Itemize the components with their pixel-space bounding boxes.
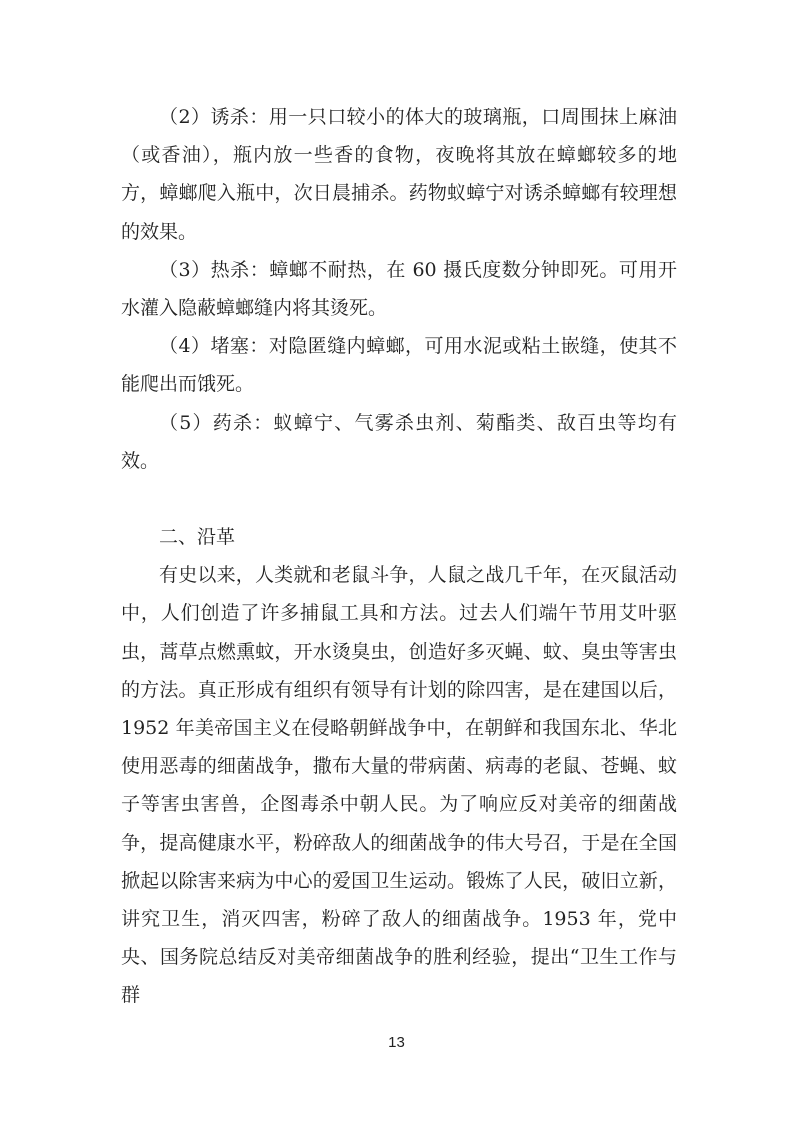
paragraph-blocking: （4）堵塞：对隐匿缝内蟑螂，可用水泥或粘土嵌缝，使其不能爬出而饿死。 xyxy=(121,335,677,396)
paragraph-lure-kill: （2）诱杀：用一只口较小的体大的玻璃瓶，口周围抹上麻油（或香油），瓶内放一些香的食物，夜晚将其放在蟑螂较多的地方，蟑螂爬入瓶中，次日晨捕杀。药物蚁蟑宁对诱杀蟑螂有较理想的效果。 xyxy=(121,106,677,243)
paragraph-history: 有史以来，人类就和老鼠斗争，人鼠之战几千年，在灭鼠活动中，人们创造了许多捕鼠工具和方法。过去人们端午节用艾叶驱虫，蒿草点燃熏蚊，开水烫臭虫，创造好多灭蝇、蚊、臭虫等害虫的方法。真正形成有组织有领导有计划的除四害，是在建国以后，1952 年美帝国主义在侵略朝鲜战争中，在朝鲜和我国东北、华北使用恶毒的细菌战争，撒布大量的带病菌、病毒的老鼠、苍蝇、蚊子等害虫害兽，企图毒杀中朝人民。为了响应反对美帝的细菌战争，提高健康水平，粉碎敌人的细菌战争的伟大号召，于是在全国掀起以除害来病为中心的爱国卫生运动。锻炼了人民，破旧立新，讲究卫生，消灭四害，粉碎了敌人的细菌战争。1953 年，党中央、国务院总结反对美帝细菌战争的胜利经验，提出“卫生工作与群 xyxy=(121,564,677,1007)
paragraph-heat-kill: （3）热杀：蟑螂不耐热，在 60 摄氏度数分钟即死。可用开水灌入隐蔽蟑螂缝内将其烫死。 xyxy=(121,258,677,320)
paragraph-poison-kill: （5）药杀：蚁蟑宁、气雾杀虫剂、菊酯类、敌百虫等均有效。 xyxy=(121,411,677,472)
body-text xyxy=(121,98,677,1015)
page-number: 13 xyxy=(388,1034,405,1051)
section-heading: 二、沿革 xyxy=(159,526,236,549)
